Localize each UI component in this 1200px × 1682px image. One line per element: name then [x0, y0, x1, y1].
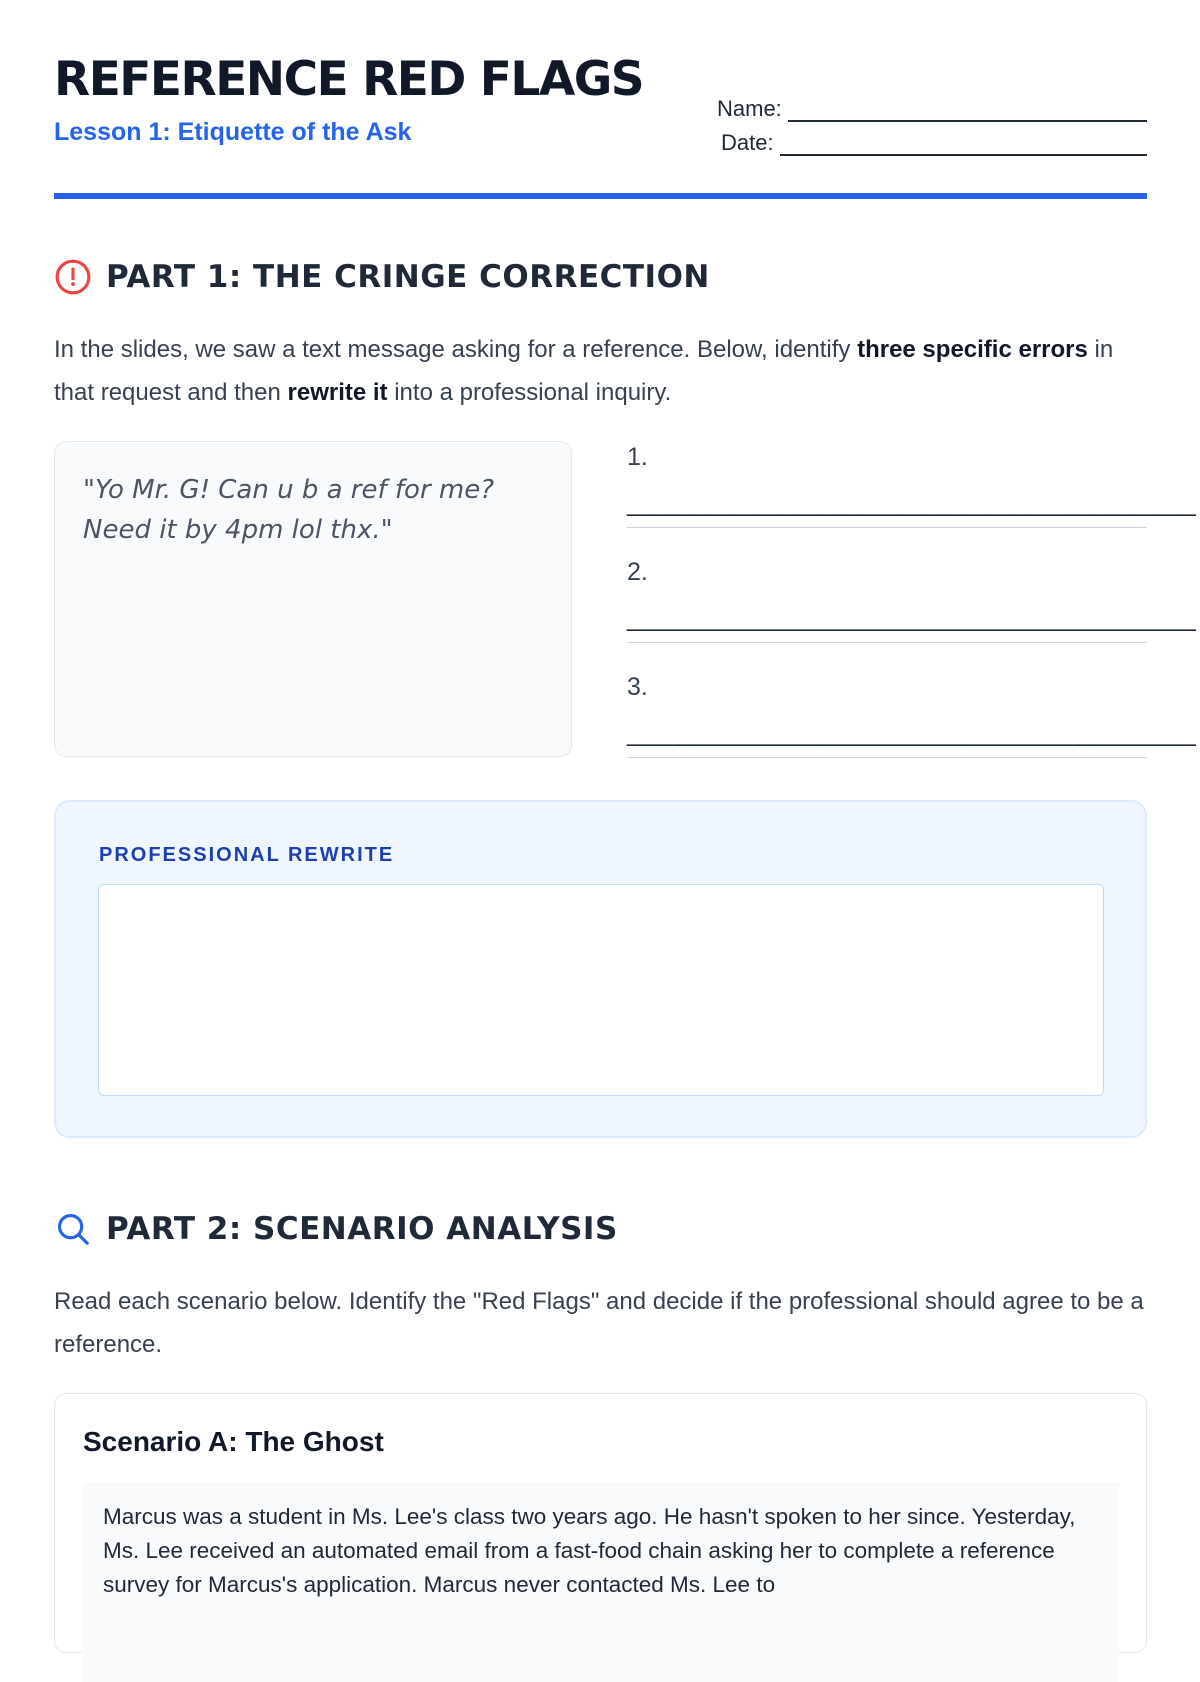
- part1-intro-bold-1: three specific errors: [857, 336, 1088, 363]
- part2-heading: PART 2: SCENARIO ANALYSIS: [106, 1211, 618, 1247]
- part1-intro-text-3: into a professional inquiry.: [387, 379, 672, 406]
- error-answer-blank[interactable]: ____________________________________________: [627, 489, 1195, 517]
- part1-heading: PART 1: THE CRINGE CORRECTION: [106, 259, 710, 295]
- worksheet-page: [54, 0, 1195, 1597]
- date-field[interactable]: [780, 134, 1147, 156]
- part1-intro-text-2: in that request and then: [54, 336, 1114, 406]
- text-message-quote-box: [54, 441, 572, 757]
- name-label: Name:: [717, 96, 782, 121]
- search-icon: [54, 1210, 92, 1248]
- worksheet-header: [54, 0, 1147, 200]
- name-row: [717, 88, 1147, 122]
- scenario-description: Marcus was a student in Ms. Lee's class two years ago. He hasn't spoken to her since. Yesterday, Ms. Lee received an automated email from a fast-food chain asking her to complete a reference survey for Marcus's application. Marcus never contacted Ms. Lee to: [83, 1482, 1119, 1682]
- error-answer-blank[interactable]: ____________________________________________: [627, 719, 1195, 747]
- error-answer-rule: [627, 757, 1147, 758]
- scenario-card: [54, 1393, 1147, 1653]
- error-number: 2.: [627, 558, 648, 586]
- date-label: Date:: [721, 130, 774, 155]
- rewrite-label: PROFESSIONAL REWRITE: [99, 844, 395, 866]
- error-item: [627, 556, 1195, 671]
- error-number: 1.: [627, 443, 648, 471]
- text-message-quote: "Yo Mr. G! Can u b a ref for me? Need it by 4pm lol thx.": [83, 475, 495, 545]
- part2-heading-row: [54, 1210, 618, 1248]
- header-divider: [54, 193, 1147, 199]
- name-field[interactable]: [788, 100, 1147, 122]
- name-date-block: [717, 88, 1147, 156]
- error-answer-rule: [627, 642, 1147, 643]
- part2-instructions: Read each scenario below. Identify the "Red Flags" and decide if the professional should agree to be a reference.: [54, 1288, 1144, 1358]
- part1-instructions: [54, 328, 1147, 414]
- page-title: REFERENCE RED FLAGS: [54, 52, 644, 107]
- date-row: [717, 122, 1147, 156]
- part1-intro-text-1: In the slides, we saw a text message asking for a reference. Below, identify: [54, 336, 858, 363]
- alert-circle-icon: [54, 258, 92, 296]
- part1-heading-row: [54, 258, 710, 296]
- rewrite-textarea[interactable]: [98, 884, 1104, 1096]
- part1-intro-bold-2: rewrite it: [287, 379, 388, 406]
- lesson-subtitle: Lesson 1: Etiquette of the Ask: [54, 118, 412, 146]
- error-item: [627, 441, 1195, 556]
- error-number: 3.: [627, 673, 648, 701]
- error-answer-blank[interactable]: ____________________________________________: [627, 604, 1195, 632]
- scenario-title: Scenario A: The Ghost: [83, 1426, 384, 1457]
- error-item: [627, 671, 1195, 786]
- error-answer-rule: [627, 527, 1147, 528]
- professional-rewrite-panel: [54, 800, 1147, 1138]
- error-list: [627, 441, 1195, 786]
